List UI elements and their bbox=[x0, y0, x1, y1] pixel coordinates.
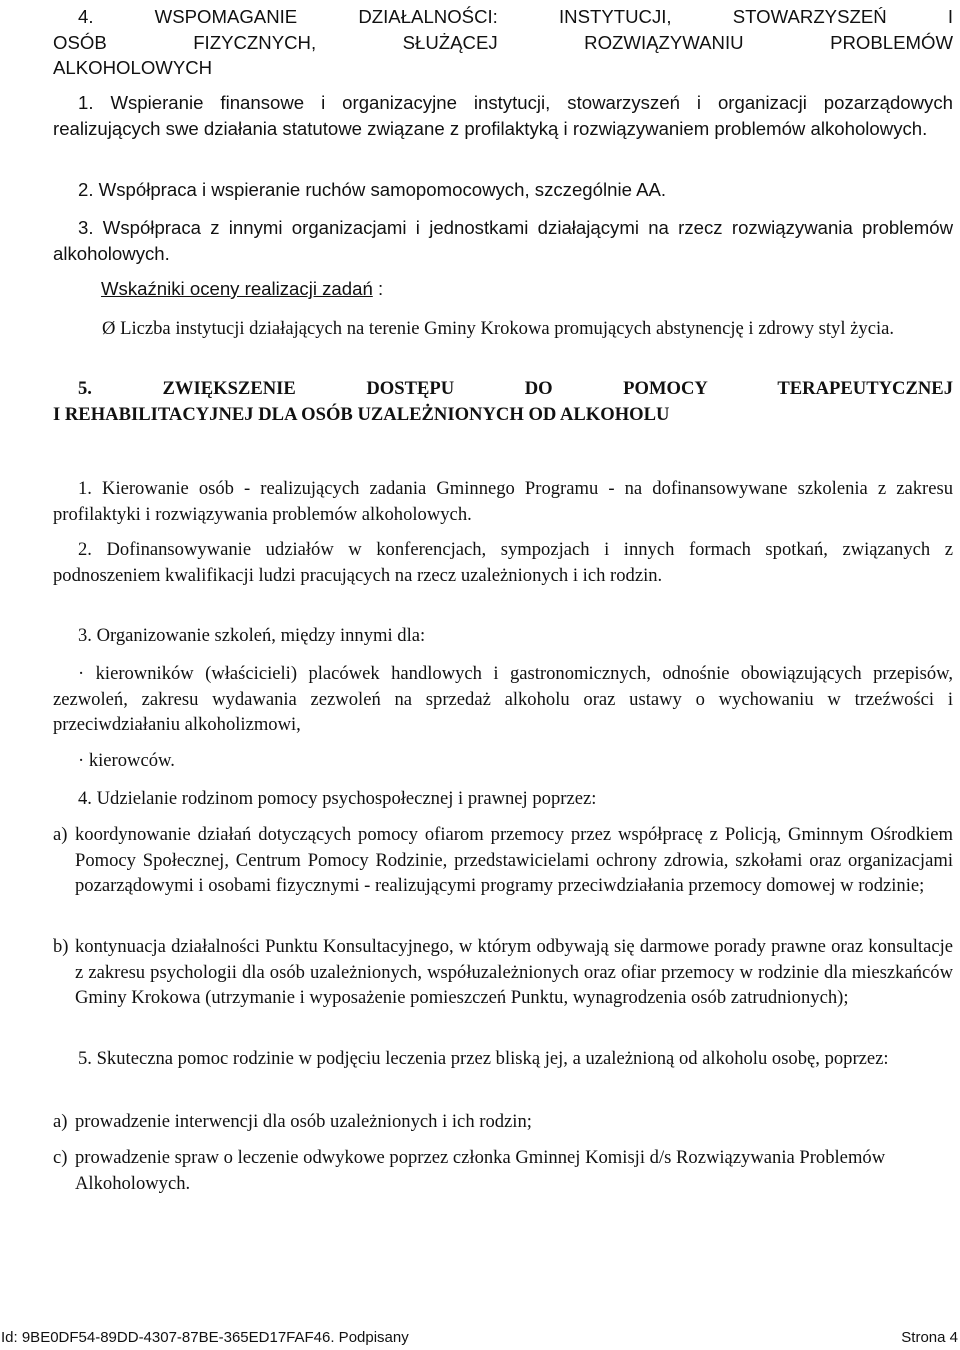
section-4-heading bbox=[53, 4, 953, 81]
page-number: Strona 4 bbox=[901, 1329, 958, 1346]
section-4-heading-line1: 4. WSPOMAGANIE DZIAŁALNOŚCI: INSTYTUCJI, STOWARZYSZEŃ I bbox=[78, 6, 953, 27]
section-5-heading-line2: I REHABILITACYJNEJ DLA OSÓB UZALEŻNIONYCH OD ALKOHOLU bbox=[53, 403, 670, 425]
section-5-heading bbox=[53, 376, 953, 427]
section-5-item-3: 3. Organizowanie szkoleń, między innymi dla: bbox=[78, 625, 426, 646]
section-5-item-3-sub-b: · kierowców. bbox=[78, 750, 175, 771]
section-5-heading-line1: 5. ZWIĘKSZENIE DOSTĘPU DO POMOCY TERAPEUTYCZNEJ bbox=[78, 378, 953, 399]
section-4-heading-line3: ALKOHOLOWYCH bbox=[53, 57, 213, 78]
indicators-label: Wskaźniki oceny realizacji zadań : bbox=[101, 278, 384, 299]
indicators-label-text: Wskaźniki oceny realizacji zadań bbox=[101, 278, 373, 299]
section-5-item-5: 5. Skuteczna pomoc rodzinie w podjęciu leczenia przez bliską jej, a uzależnioną od alkoholu osobę, poprzez: bbox=[78, 1048, 889, 1069]
section-5-item-4-a: a) koordynowanie działań dotyczących pomocy ofiarom przemocy przez współpracę z Policją, Gminnym Ośrodkiem Pomocy Społecznej, Centrum Pomocy Rodzinie, przedstawicielami ochrony zdrowia, szkołami oraz organizacjami pozarządowymi i osobami fizycznymi - realizującymi programy przeciwdziałania przemocy domowej w rodzinie; bbox=[53, 824, 953, 896]
section-5-item-4: 4. Udzielanie rodzinom pomocy psychospołecznej i prawnej poprzez: bbox=[78, 788, 597, 809]
section-4-item-1: 1. Wspieranie finansowe i organizacyjne instytucji, stowarzyszeń i organizacji pozarządowych realizujących swe działania statutowe związane z profilaktyką i rozwiązywaniem problemów alkoholowych. bbox=[53, 92, 953, 139]
section-5-item-3-sub-a: · kierowników (właścicieli) placówek handlowych i gastronomicznych, odnośnie obowiązujących przepisów, zezwoleń, zakresu wydawania zezwoleń na sprzedaż alkoholu oraz ustawy o wychowaniu w trzeźwości i przeciwdziałaniu alkoholizmowi, bbox=[53, 663, 953, 735]
section-4-item-3: 3. Współpraca z innymi organizacjami i jednostkami działającymi na rzecz rozwiązywania problemów alkoholowych. bbox=[53, 217, 953, 264]
arrow-bullet-icon: Ø bbox=[102, 318, 116, 339]
section-5-item-2: 2. Dofinansowywanie udziałów w konferencjach, sympozjach i innych formach spotkań, związanych z podnoszeniem kwalifikacji ludzi pracujących na rzecz uzależnionych i ich rodzin. bbox=[53, 539, 953, 586]
section-5-item-1: 1. Kierowanie osób - realizujących zadania Gminnego Programu - na dofinansowywane szkolenia z zakresu profilaktyki i rozwiązywania problemów alkoholowych. bbox=[53, 478, 953, 525]
section-5-item-5-c: c) prowadzenie spraw o leczenie odwykowe poprzez członka Gminnej Komisji d/s Rozwiązywania Problemów Alkoholowych. bbox=[53, 1147, 886, 1194]
section-5-item-5-a: a) prowadzenie interwencji dla osób uzależnionych i ich rodzin; bbox=[53, 1111, 532, 1132]
section-4-item-2: 2. Współpraca i wspieranie ruchów samopomocowych, szczególnie AA. bbox=[78, 179, 667, 200]
section-5-item-4-b: b) kontynuacja działalności Punktu Konsultacyjnego, w którym odbywają się darmowe porady prawne oraz konsultacje z zakresu psychologii dla osób uzależnionych, współuzależnionych oraz ofiar przemocy w rodzinie dla mieszkańców Gminy Krokowa (utrzymanie i wyposażenie pomieszczeń Punktu, wynagrodzenia osób zatrudnionych); bbox=[53, 936, 953, 1008]
indicator-item: Ø Liczba instytucji działających na terenie Gminy Krokowa promujących abstynencję i zdrowy styl życia. bbox=[102, 318, 895, 339]
document-id-footer: Id: 9BE0DF54-89DD-4307-87BE-365ED17FAF46. Podpisany bbox=[1, 1329, 409, 1346]
section-4-heading-line2: OSÓB FIZYCZNYCH, SŁUŻĄCEJ ROZWIĄZYWANIU PROBLEMÓW bbox=[53, 31, 954, 53]
